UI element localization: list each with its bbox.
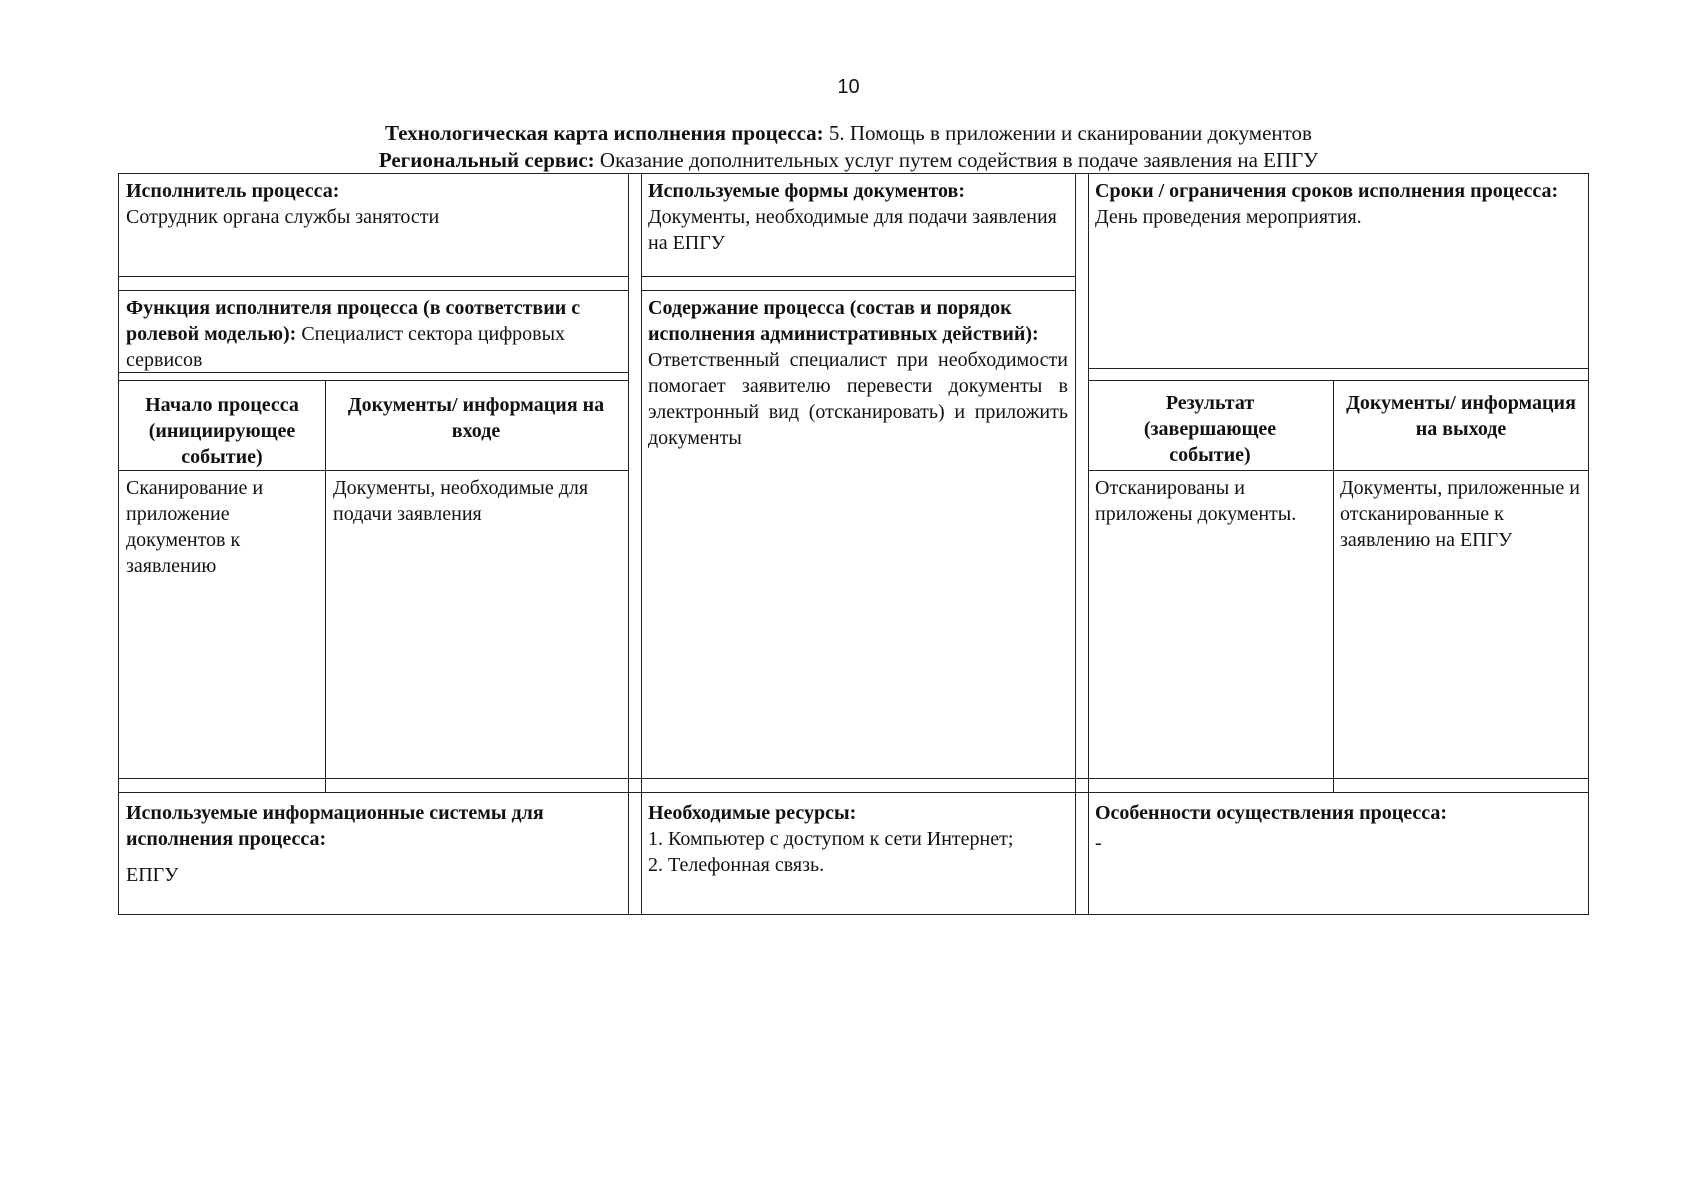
- column-divider: [628, 173, 629, 915]
- row-divider: [641, 290, 1075, 291]
- function-value: Специалист сектора цифровых сервисов: [126, 323, 566, 371]
- column-divider: [1075, 173, 1076, 915]
- content-cell: [648, 295, 1068, 451]
- column-divider: [1333, 380, 1334, 792]
- input-value: Документы, необходимые для подачи заявления: [333, 477, 589, 525]
- column-divider: [325, 380, 326, 792]
- row-divider: [118, 380, 628, 381]
- systems-value: ЕПГУ: [126, 864, 179, 886]
- column-divider: [1088, 173, 1089, 915]
- card-title: [0, 121, 1697, 146]
- forms-value: Документы, необходимые для подачи заявления на ЕПГУ: [648, 206, 1057, 254]
- input-header: Документы/ информация на входе: [347, 394, 605, 442]
- deadlines-cell: [1095, 178, 1583, 230]
- deadlines-label: Сроки / ограничения сроков исполнения процесса:: [1095, 180, 1559, 202]
- service-title-label: Региональный сервис:: [378, 148, 595, 172]
- column-divider: [641, 173, 642, 915]
- resources-label: Необходимые ресурсы:: [648, 802, 857, 824]
- row-divider: [118, 470, 628, 471]
- row-divider: [641, 276, 1075, 277]
- row-divider: [118, 290, 628, 291]
- features-label: Особенности осуществления процесса:: [1095, 802, 1448, 824]
- row-divider: [1088, 470, 1589, 471]
- executor-label: Исполнитель процесса:: [126, 180, 340, 202]
- service-title-value: Оказание дополнительных услуг путем содействия в подаче заявления на ЕПГУ: [599, 148, 1319, 172]
- executor-value: Сотрудник органа службы занятости: [126, 206, 440, 228]
- output-value: Документы, приложенные и отсканированные к заявлению на ЕПГУ: [1340, 477, 1580, 551]
- systems-cell: [126, 800, 621, 888]
- features-cell: [1095, 800, 1583, 856]
- row-divider: [1088, 368, 1589, 369]
- card-title-label: Технологическая карта исполнения процесса:: [385, 121, 824, 145]
- resources-cell: [648, 800, 1068, 878]
- deadlines-value: День проведения мероприятия.: [1095, 206, 1362, 228]
- row-divider: [118, 276, 628, 277]
- systems-label: Используемые информационные системы для исполнения процесса:: [126, 802, 544, 850]
- features-value: -: [1095, 832, 1102, 854]
- result-header: Результат (завершающее событие): [1143, 392, 1277, 466]
- resource-item: 1. Компьютер с доступом к сети Интернет;: [648, 828, 1014, 850]
- row-divider: [1088, 380, 1589, 381]
- start-value: Сканирование и приложение документов к заявлению: [126, 477, 264, 577]
- card-title-value: 5. Помощь в приложении и сканировании документов: [828, 121, 1312, 145]
- content-label: Содержание процесса (состав и порядок исполнения административных действий):: [648, 297, 1039, 345]
- content-value: Ответственный специалист при необходимости помогает заявителю перевести документы в электронный вид (отсканировать) и приложить документы: [648, 349, 1068, 449]
- start-header: Начало процесса (инициирующее событие): [145, 394, 299, 468]
- row-divider: [118, 778, 1589, 779]
- page-number: 10: [837, 76, 860, 98]
- result-value: Отсканированы и приложены документы.: [1095, 477, 1297, 525]
- resource-item: 2. Телефонная связь.: [648, 854, 825, 876]
- service-title: [0, 148, 1697, 173]
- function-cell: [126, 295, 621, 373]
- forms-label: Используемые формы документов:: [648, 180, 966, 202]
- forms-cell: [648, 178, 1068, 256]
- output-header: Документы/ информация на выходе: [1346, 392, 1576, 440]
- function-label: Функция исполнителя процесса (в соответствии с ролевой моделью):: [126, 297, 581, 345]
- executor-cell: [126, 178, 621, 230]
- row-divider: [118, 792, 1589, 793]
